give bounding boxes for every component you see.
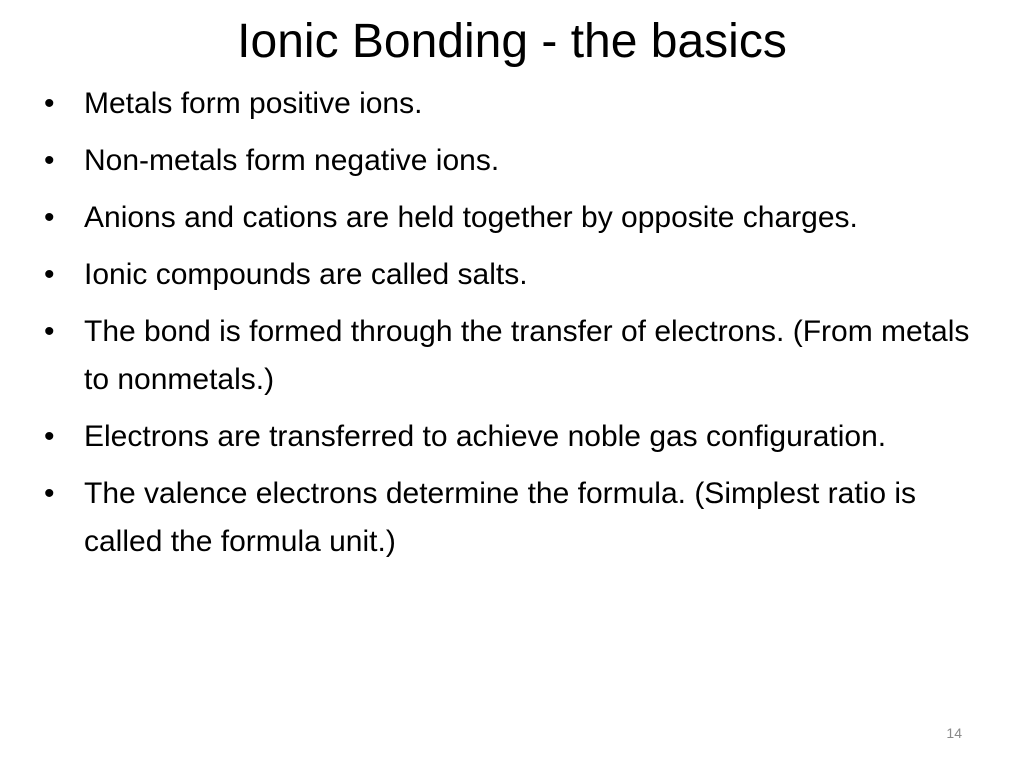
bullet-marker: •	[44, 144, 55, 177]
bullet-marker: •	[44, 87, 55, 120]
bullet-item	[44, 308, 994, 404]
bullet-text: Electrons are transferred to achieve noble gas configuration.	[84, 420, 887, 453]
bullet-item	[44, 137, 994, 185]
slide-number: 14	[946, 725, 962, 741]
bullet-marker: •	[44, 477, 55, 510]
bullet-item	[44, 80, 994, 128]
bullet-text: The bond is formed through the transfer of electrons. (From metals to nonmetals.)	[84, 315, 970, 396]
bullet-text: The valence electrons determine the formula. (Simplest ratio is called the formula unit.)	[84, 477, 917, 558]
bullet-marker: •	[44, 258, 55, 291]
bullet-text: Ionic compounds are called salts.	[84, 258, 528, 291]
bullet-item	[44, 470, 994, 566]
bullet-text: Non-metals form negative ions.	[84, 144, 500, 177]
bullet-marker: •	[44, 315, 55, 348]
bullet-text: Metals form positive ions.	[84, 87, 423, 120]
bullet-text: Anions and cations are held together by opposite charges.	[84, 201, 858, 234]
bullet-item	[44, 251, 994, 299]
bullet-item	[44, 194, 994, 242]
bullet-list	[44, 80, 994, 575]
bullet-marker: •	[44, 420, 55, 453]
bullet-item	[44, 413, 994, 461]
bullet-marker: •	[44, 201, 55, 234]
slide-title: Ionic Bonding - the basics	[237, 15, 787, 68]
